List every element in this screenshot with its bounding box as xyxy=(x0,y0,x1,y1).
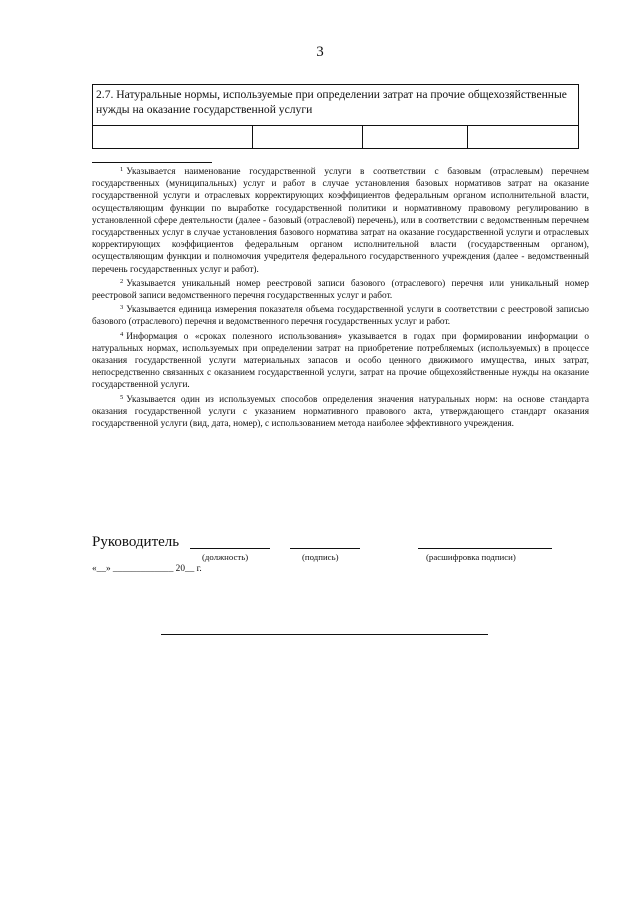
page-number: 3 xyxy=(316,44,324,60)
decoding-caption: (расшифровка подписи) xyxy=(426,552,516,562)
signature-caption: (подпись) xyxy=(302,552,339,562)
position-field-line[interactable] xyxy=(190,548,270,549)
position-caption: (должность) xyxy=(202,552,249,562)
table-cell xyxy=(468,126,579,149)
footnote-5 xyxy=(92,392,589,431)
signature-block xyxy=(92,534,592,584)
footnote-mark: 5 xyxy=(120,393,124,401)
table-cell xyxy=(363,126,468,149)
footnote-2 xyxy=(92,276,589,302)
footnote-3 xyxy=(92,302,589,328)
footnote-mark: 1 xyxy=(120,166,124,173)
signature-title: Руководитель xyxy=(92,534,180,550)
table-cell xyxy=(93,126,253,149)
table-header-row xyxy=(93,85,579,126)
table-cell xyxy=(253,126,363,149)
table-header-cell: 2.7. Натуральные нормы, используемые при определении затрат на прочие общехозяйственные нужды на оказание государственной услуги xyxy=(93,85,579,126)
footnotes xyxy=(92,164,589,430)
footnote-mark: 2 xyxy=(120,277,124,285)
footnote-separator xyxy=(92,162,212,163)
table-row xyxy=(93,126,579,149)
date-line: «__» _____________ 20__ г. xyxy=(92,564,202,574)
footnote-mark: 3 xyxy=(120,304,124,312)
footnote-1 xyxy=(92,164,589,276)
footnote-text: Информация о «сроках полезного использования» указывается в годах при формировании информации о натуральных нормах, используемых при определении затрат на приобретение потребляемых (используемых) в процессе оказания государственной услуги материальных запасов и особо ценного движимого имущества, иных затрат, непосредственно связанных с оказанием государственной услуги, затрат на прочие общехозяйственные нужды на оказание государственной услуги. xyxy=(92,331,589,391)
footnote-text: Указывается один из используемых способов определения значения натуральных норм: на основе стандарта оказания государственной услуги с указанием нормативного правового акта, утверждающего стандарт оказания государственной услуги (вид, дата, номер), с использованием метода наиболее эффективного учреждения. xyxy=(92,394,589,430)
signature-decoding-field-line[interactable] xyxy=(418,548,552,549)
footnote-4 xyxy=(92,329,589,392)
footnote-text: Указывается единица измерения показателя объема государственной услуги в соответствии с реестровой записью базового (отраслевого) перечня и ведомственного перечня государственных услуг и работ. xyxy=(92,305,589,328)
footnote-text: Указывается наименование государственной услуги в соответствии с базовым (отраслевым) перечнем государственных (муниципальных) услуг и работ в случае установления базовых нормативов затрат на оказание государственной услуги и отраслевых корректирующих коэффициентов федеральным органом исполнительной власти, осуществляющим функции по выработке государственной политики и нормативному правовому регулированию в установленной сфере деятельности (далее - базовый (отраслевой) перечень), или в соответствии с ведомственным перечнем государственных услуг в случае установления базового норматива затрат на оказание государственной услуги и отраслевых корректирующих коэффициентов федеральным органом исполнительной власти (государственным органом), осуществляющим функции и полномочия учредителя федерального государственного учреждения (далее - ведомственный перечень государственных услуг и работ). xyxy=(92,167,589,275)
footnote-text: Указывается уникальный номер реестровой записи базового (отраслевого) перечня или уникальный номер реестровой записи ведомственного перечня государственных услуг и работ. xyxy=(92,278,589,302)
signature-field-line[interactable] xyxy=(290,548,360,549)
natural-norms-table xyxy=(92,84,579,149)
footnote-mark: 4 xyxy=(120,330,124,338)
bottom-separator xyxy=(161,634,488,635)
